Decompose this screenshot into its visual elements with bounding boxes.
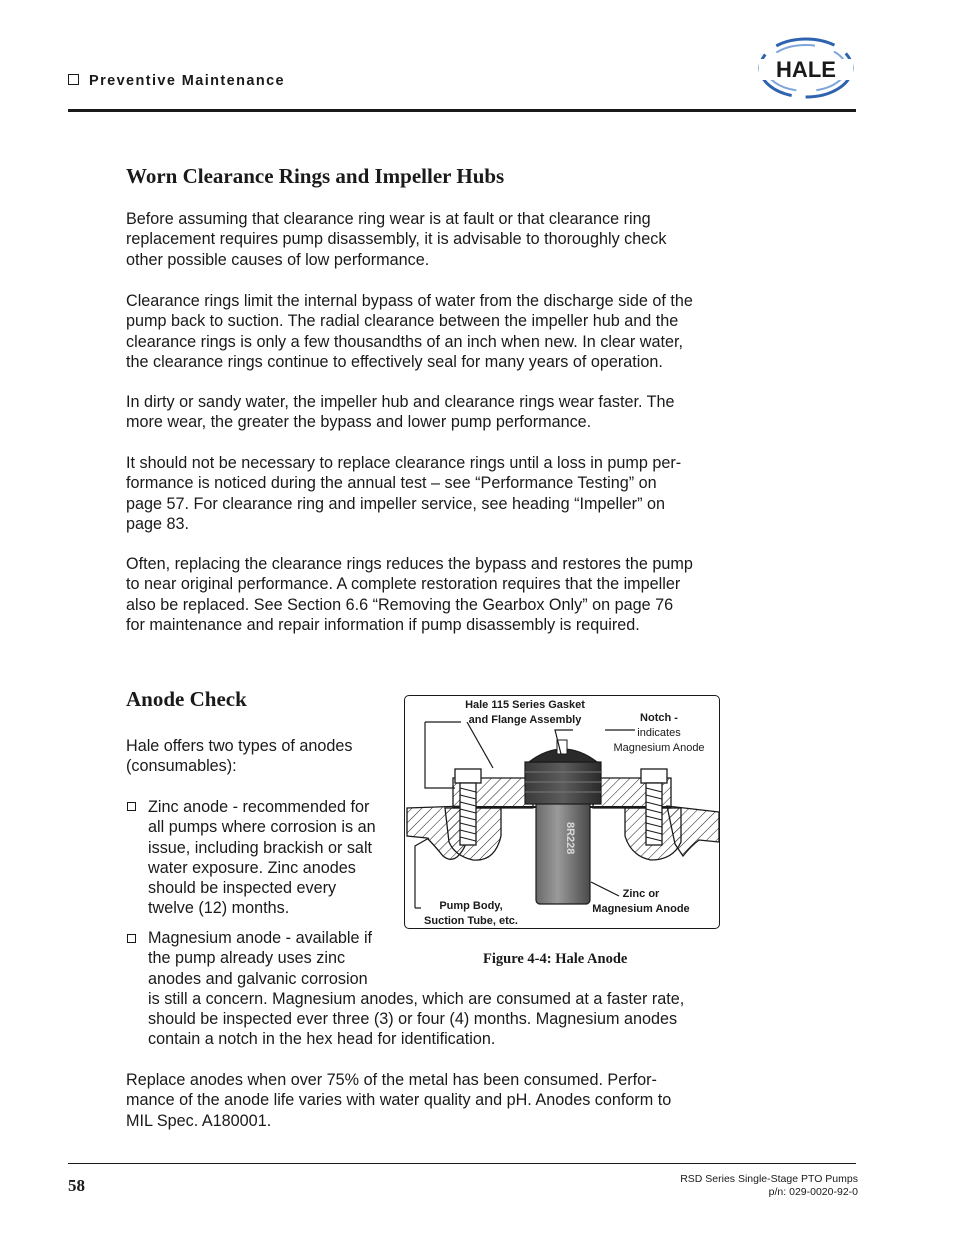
footer-rule: [68, 1163, 856, 1164]
label-body-1: Pump Body,: [439, 900, 503, 912]
section-title-clearance-rings: Worn Clearance Rings and Impeller Hubs: [126, 164, 505, 188]
label-anode-2: Magnesium Anode: [592, 903, 690, 915]
footer-doc-info: [680, 1173, 858, 1199]
figure-caption: Figure 4-4: Hale Anode: [483, 951, 628, 967]
paragraph-2: Clearance rings limit the internal bypass of water from the discharge side of the pump back to suction. The radial clearance between the impeller hub and the clearance rings is only a few thousandths of an inch when new. In clear water, the clearance rings continue to effectively seal for many years of operation.: [126, 292, 693, 371]
paragraph-5: Often, replacing the clearance rings reduces the bypass and restores the pump to near original performance. A complete restoration requires that the impeller also be replaced. See Section 6.6 “Removing the Gearbox Only” on page 76 for maintenance and repair information if pump disassembly is required.: [126, 555, 693, 634]
anode-closing-paragraph: Replace anodes when over 75% of the metal has been consumed. Perfor- mance of the anode life varies with water quality and pH. Anodes conform to MIL Spec. A180001.: [126, 1071, 672, 1130]
anode-rod: [525, 740, 601, 904]
label-gasket-2: and Flange Assembly: [468, 714, 582, 726]
bullet-box-icon: [127, 802, 136, 811]
label-notch-1: indicates: [637, 727, 681, 739]
paragraph-3: In dirty or sandy water, the impeller hub and clearance rings wear faster. The more wear, the greater the bypass and lower pump performance.: [126, 393, 675, 432]
bullet-zinc-anode: Zinc anode - recommended for all pumps where corrosion is an issue, including brackish or salt water exposure. Zinc anodes should be inspected every twelve (12) months.: [148, 798, 376, 918]
label-notch-title: Notch -: [640, 712, 678, 724]
paragraph-4: It should not be necessary to replace clearance rings until a loss in pump per- formance is noticed during the annual test – see “Performance Testing” on page 57. For clearance ring and impeller service, see heading “Impeller” on page 83.: [126, 454, 682, 533]
hale-logo-icon: [756, 36, 856, 100]
section-header-label: Preventive Maintenance: [89, 73, 286, 89]
footer-doc-title: RSD Series Single-Stage PTO Pumps: [680, 1173, 858, 1185]
label-anode-1: Zinc or: [622, 888, 660, 900]
label-gasket-1: Hale 115 Series Gasket: [465, 699, 585, 711]
paragraph-1: Before assuming that clearance ring wear is at fault or that clearance ring replacement requires pump disassembly, it is advisable to thoroughly check other possible causes of low performance.: [126, 210, 667, 269]
footer-part-number: p/n: 029-0020-92-0: [768, 1186, 858, 1198]
label-body-2: Suction Tube, etc.: [424, 915, 518, 927]
hale-logo: [756, 36, 856, 100]
section-header: [68, 73, 285, 89]
page-number: 58: [68, 1176, 85, 1195]
bullet-magnesium-anode: Magnesium anode - available if the pump already uses zinc anodes and galvanic corrosion is still a concern. Magnesium anodes, which are consumed at a faster rate, should be inspected ever three (3) or four (4) months. Magnesium anodes contain a notch in the hex head for identification.: [148, 929, 685, 1049]
logo-text: HALE: [776, 57, 836, 82]
section-title-anode-check: Anode Check: [126, 687, 247, 711]
anode-diagram: [405, 696, 720, 929]
anode-marking: 8R228: [564, 822, 576, 855]
label-notch-2: Magnesium Anode: [613, 742, 705, 754]
figure-hale-anode: [404, 695, 720, 929]
header-rule: [68, 109, 856, 112]
checkbox-bullet-icon: [68, 74, 79, 85]
bullet-box-icon: [127, 934, 136, 943]
anode-intro: Hale offers two types of anodes (consumables):: [126, 737, 353, 776]
